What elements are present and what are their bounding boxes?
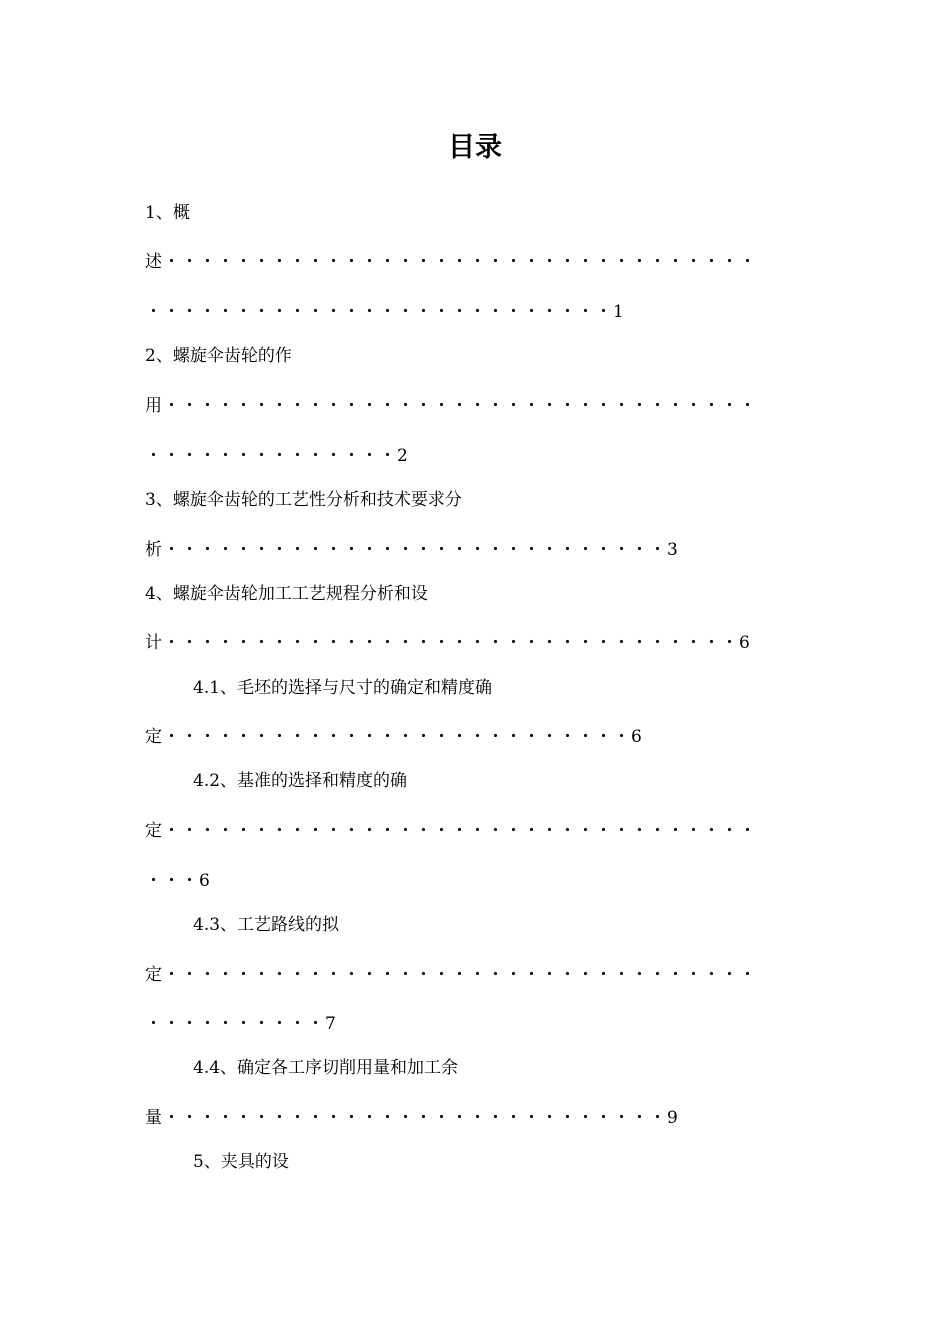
toc-entry-2-page: ・・・・・・・・・・・・・・2	[145, 446, 409, 466]
page-title: 目录	[448, 132, 502, 163]
toc-entry-4-4-page: 量・・・・・・・・・・・・・・・・・・・・・・・・・・・・9	[145, 1108, 679, 1128]
toc-entry-2-leader: 用・・・・・・・・・・・・・・・・・・・・・・・・・・・・・・・・・	[145, 396, 757, 416]
toc-entry-5-heading: 5、夹具的设	[193, 1152, 289, 1172]
toc-entry-4-3-heading: 4.3、工艺路线的拟	[193, 915, 340, 935]
toc-entry-2-heading: 2、螺旋伞齿轮的作	[145, 346, 292, 366]
toc-entry-1-leader: 述・・・・・・・・・・・・・・・・・・・・・・・・・・・・・・・・・	[145, 252, 757, 272]
toc-entry-4-heading: 4、螺旋伞齿轮加工工艺规程分析和设	[145, 584, 428, 604]
toc-entry-4-3-leader: 定・・・・・・・・・・・・・・・・・・・・・・・・・・・・・・・・・	[145, 965, 757, 985]
toc-entry-4-2-page: ・・・6	[145, 871, 211, 891]
toc-entry-3-heading: 3、螺旋伞齿轮的工艺性分析和技术要求分	[145, 490, 462, 510]
toc-entry-4-3-page: ・・・・・・・・・・7	[145, 1014, 337, 1034]
toc-entry-3-page: 析・・・・・・・・・・・・・・・・・・・・・・・・・・・・3	[145, 540, 679, 560]
toc-entry-4-1-page: 定・・・・・・・・・・・・・・・・・・・・・・・・・・6	[145, 727, 643, 747]
toc-entry-4-1-heading: 4.1、毛坯的选择与尺寸的确定和精度确	[193, 678, 493, 698]
toc-entry-4-2-heading: 4.2、基准的选择和精度的确	[193, 771, 408, 791]
toc-entry-1-page: ・・・・・・・・・・・・・・・・・・・・・・・・・・1	[145, 302, 625, 322]
toc-entry-4-page: 计・・・・・・・・・・・・・・・・・・・・・・・・・・・・・・・・6	[145, 633, 751, 653]
toc-entry-4-4-heading: 4.4、确定各工序切削用量和加工余	[193, 1058, 459, 1078]
toc-entry-1-heading: 1、概	[145, 203, 190, 223]
toc-entry-4-2-leader: 定・・・・・・・・・・・・・・・・・・・・・・・・・・・・・・・・・	[145, 821, 757, 841]
